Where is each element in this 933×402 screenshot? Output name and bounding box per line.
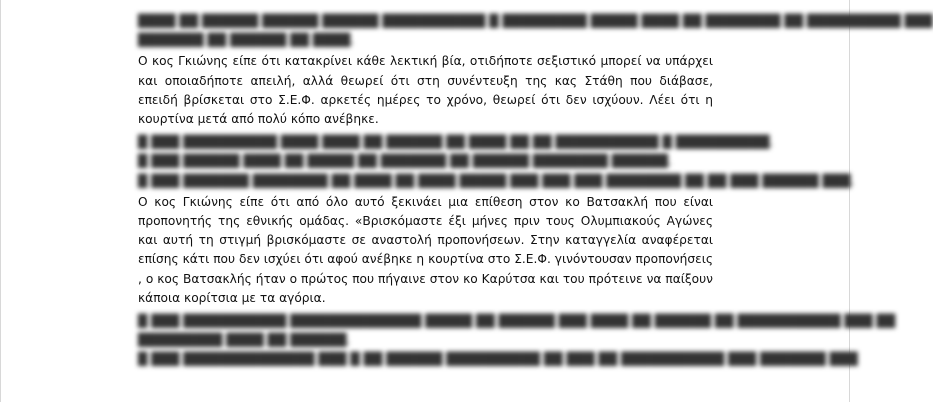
blurred-paragraph-top: ████ ██ ██████ ██████ ██████ ███████████ █ █████████ █████ ████ ██ ████████ ██ ██████████ ███ ███████ ██ ██████ ██ ████. <box>138 14 933 48</box>
paragraph-gionis-1: Ο κος Γκιώνης είπε ότι κατακρίνει κάθε λεκτική βία, οτιδήποτε σεξιστικό μπορεί να υπάρχει και οποιαδήποτε απειλή, αλλά θεωρεί ότι στη συνέντευξη της κας Στάθη που διάβασε, επειδή βρίσκεται στο Σ.Ε.Φ. αρκετές ημέρες το χρόνο, θεωρεί ότι δεν ισχύουν. Λέει ότι η κουρτίνα μετά από πολύ κόπο ανέβηκε. <box>138 54 713 127</box>
blurred-lines-middle: █ ███ ██████████ ████ ████ ██ ██████ ██ ████ ██ ██ ███████████ █ ██████████. █ ███ ██████ ████ ██ █████ ██ ███████ ██ ██████ ████████ ██████. █ ███ ███████ ████████ ██ ████ ██ ████ █████ ███ ███ ███ ████████ ██ ██ ███ ██████ ███. <box>138 135 855 188</box>
blurred-paragraph-bottom: █ ███ ███████████ ██████████████ █████ ██ ██████ ███ ████ ██ ██████ ██ ███████████ ███ ██ █████████ ████ ██ ██████. █ ███ ██████████████ ███ █ ██ ██████ ██████████ ██ ███ ██ ███████████ ███ ███████ ███ <box>138 314 896 367</box>
document-body <box>138 12 933 370</box>
paragraph-gionis-2: Ο κος Γκιώνης είπε ότι από όλο αυτό ξεκινάει μια επίθεση στον κο Βατσακλή που είναι προπονητής της εθνικής ομάδας. «Βρισκόμαστε έξι μήνες πριν τους Ολυμπιακούς Αγώνες και αυτή τη στιγμή βρισκόμαστε σε αναστολή προπονήσεων. Στην καταγγελία αναφέρεται επίσης κάτι που δεν ισχύει ότι αφού ανέβηκε η κουρτίνα στο Σ.Ε.Φ. γινόντουσαν προπονήσεις , ο κος Βατσακλής ήταν ο πρώτος που πήγαινε στον κο Καρύτσα και του πρότεινε να παίξουν κάποια κορίτσια με τα αγόρια. <box>138 194 713 305</box>
